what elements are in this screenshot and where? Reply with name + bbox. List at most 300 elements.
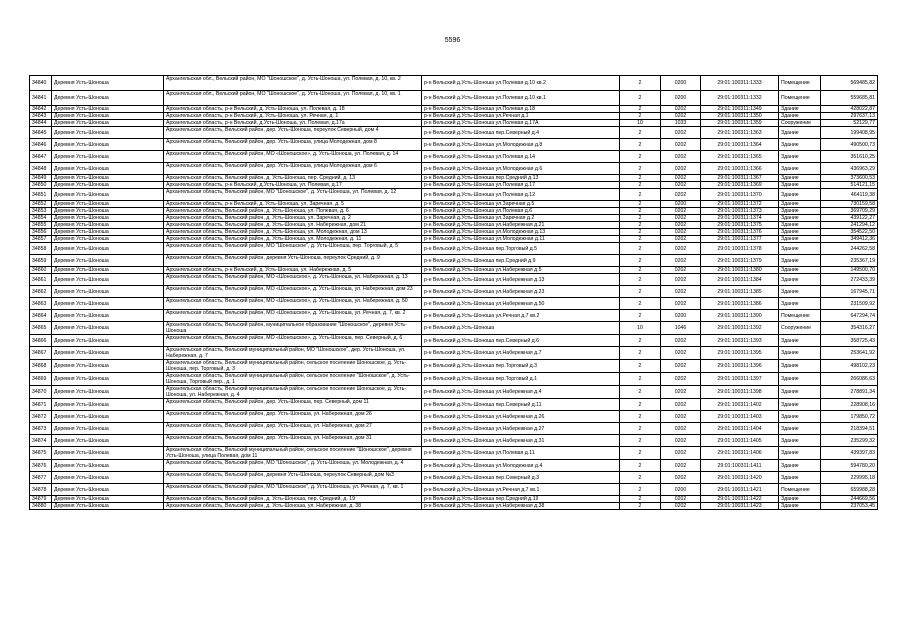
table-row: [30, 76, 878, 91]
table-row: [30, 423, 878, 435]
cadastral-number: 29:01:100311:1405: [701, 435, 779, 447]
settlement-name: Деревня Усть-Шоноша: [52, 113, 164, 120]
type-number: 2: [620, 411, 661, 423]
row-id: 34853: [30, 208, 52, 215]
cadastral-number: 29:01:100311:1374: [701, 215, 779, 222]
short-address: р-н Вельский д.Усть-Шоноша ул.Речная д.7 кв.1: [422, 484, 620, 496]
short-address: р-н Вельский д.Усть-Шоноша пер.Средний д.9: [422, 255, 620, 267]
row-id: 34854: [30, 215, 52, 222]
object-type: Здание: [779, 335, 821, 347]
short-address: р-н Вельский д.Усть-Шоноша пер.Торговый д.3: [422, 360, 620, 373]
settlement-name: Деревня Усть-Шоноша: [52, 411, 164, 423]
object-code: 0202: [661, 447, 701, 460]
cadastral-value: 354316,27: [821, 322, 878, 335]
table-row: [30, 503, 878, 510]
cadastral-value: 199408,95: [821, 127, 878, 139]
full-address: Архангельская область, Вельский район, МО «Шоношское», д. Усть-Шоноша, пер. Северный, д. 6: [164, 335, 422, 347]
short-address: р-н Вельский д.Усть-Шоноша ул.Полевая д.6: [422, 208, 620, 215]
object-type: Здание: [779, 208, 821, 215]
table-row: [30, 411, 878, 423]
table-row: [30, 208, 878, 215]
short-address: р-н Вельский д.Усть-Шоноша ул.Молодежная д.11: [422, 236, 620, 243]
object-type: Помещение: [779, 76, 821, 91]
row-id: 34869: [30, 373, 52, 386]
row-id: 34844: [30, 120, 52, 127]
cadastral-value: 358725,43: [821, 335, 878, 347]
table-row: [30, 435, 878, 447]
table-row: [30, 120, 878, 127]
short-address: р-н Вельский д.Усть-Шоноша ул.Набережная д.7: [422, 347, 620, 360]
cadastral-number: 29:01:100311:1332: [701, 91, 779, 106]
object-code: 0202: [661, 347, 701, 360]
table-row: [30, 91, 878, 106]
settlement-name: Деревня Усть-Шоноша: [52, 106, 164, 113]
settlement-name: Деревня Усть-Шоноша: [52, 423, 164, 435]
cadastral-number: 29:01:100311:1411: [701, 460, 779, 472]
short-address: р-н Вельский д.Усть-Шоноша ул.Молодежная д.8: [422, 139, 620, 151]
cadastral-value: 349412,36: [821, 236, 878, 243]
type-number: 2: [620, 229, 661, 236]
object-type: Здание: [779, 298, 821, 310]
object-code: 0202: [661, 373, 701, 386]
object-type: Здание: [779, 243, 821, 255]
cadastral-number: 29:01:100311:1364: [701, 139, 779, 151]
cadastral-number: 29:01:100311:1349: [701, 106, 779, 113]
row-id: 34847: [30, 151, 52, 163]
short-address: р-н Вельский д.Усть-Шоноша ул.Речная д.7 кв.2: [422, 310, 620, 322]
short-address: р-н Вельский д.Усть-Шоноша ул.Полевая д.12: [422, 189, 620, 201]
row-id: 34865: [30, 322, 52, 335]
object-type: Здание: [779, 360, 821, 373]
short-address: р-н Вельский д.Усть-Шоноша ул.Заречная д.2: [422, 215, 620, 222]
cadastral-number: 29:01:100311:1423: [701, 503, 779, 510]
cadastral-number: 29:01:100311:1396: [701, 360, 779, 373]
full-address: Архангельская область, Вельский район, МО "Шоношское", д. Усть-Шоноша, ул. Молодежная, д. 4: [164, 460, 422, 472]
type-number: 2: [620, 243, 661, 255]
settlement-name: Деревня Усть-Шоноша: [52, 373, 164, 386]
settlement-name: Деревня Усть-Шоноша: [52, 298, 164, 310]
type-number: 2: [620, 106, 661, 113]
settlement-name: Деревня Усть-Шоноша: [52, 189, 164, 201]
full-address: Архангельская область, р-н Вельский, д. Усть-Шоноша, ул. Заречная, д. 5: [164, 201, 422, 208]
row-id: 34861: [30, 274, 52, 286]
full-address: Архангельская область, р-н Вельский, д.Усть-Шоноша, ул. Полевая, д.17: [164, 182, 422, 189]
type-number: 2: [620, 423, 661, 435]
settlement-name: Деревня Усть-Шоноша: [52, 335, 164, 347]
cadastral-number: 29:01:100311:1379: [701, 255, 779, 267]
table-row: [30, 360, 878, 373]
object-code: 0200: [661, 310, 701, 322]
cadastral-number: 29:01:100311:1367: [701, 175, 779, 182]
cadastral-value: 498102,23: [821, 360, 878, 373]
full-address: Архангельская область, Вельский район, МО "Шоношское", д. Усть-Шоноша, ул. Речная, д. 7, кв. 1: [164, 484, 422, 496]
settlement-name: Деревня Усть-Шоноша: [52, 347, 164, 360]
short-address: р-н Вельский д.Усть-Шоноша ул.Набережная д.4: [422, 386, 620, 399]
table-row: [30, 113, 878, 120]
object-code: 0202: [661, 208, 701, 215]
cadastral-number: 29:01:100311:1333: [701, 76, 779, 91]
cadastral-number: 29:01:100311:1406: [701, 447, 779, 460]
object-code: 0202: [661, 189, 701, 201]
object-code: 0202: [661, 139, 701, 151]
full-address: Архангельская область, Вельский район, МО «Шоношское», д. Усть-Шоноша, ул. Полевая, д. 14: [164, 151, 422, 163]
cadastral-value: 218394,51: [821, 423, 878, 435]
full-address: Архангельская область, Вельский район, д. Усть-Шоноша, ул. Полевая, д. 6: [164, 208, 422, 215]
type-number: 2: [620, 460, 661, 472]
cadastral-number: 29:01:100311:1363: [701, 127, 779, 139]
cadastral-number: 29:01:100311:1369: [701, 182, 779, 189]
table-row: [30, 447, 878, 460]
cadastral-value: 436963,29: [821, 163, 878, 175]
type-number: 2: [620, 151, 661, 163]
settlement-name: Деревня Усть-Шоноша: [52, 460, 164, 472]
table-row: [30, 286, 878, 298]
object-type: Здание: [779, 255, 821, 267]
cadastral-number: 29:01:100311:1422: [701, 496, 779, 503]
type-number: 2: [620, 267, 661, 274]
cadastral-value: 244262,58: [821, 243, 878, 255]
object-type: Здание: [779, 386, 821, 399]
cadastral-number: 29:01:100311:1359: [701, 120, 779, 127]
cadastral-value: 354522,50: [821, 229, 878, 236]
table-row: [30, 189, 878, 201]
row-id: 34849: [30, 175, 52, 182]
object-type: Здание: [779, 274, 821, 286]
cadastral-value: 730159,58: [821, 201, 878, 208]
table-row: [30, 163, 878, 175]
object-code: 0202: [661, 243, 701, 255]
object-type: Здание: [779, 399, 821, 411]
full-address: Архангельская область, Вельский район, д. Усть-Шоноша, ул. Молодежная, д. 11: [164, 236, 422, 243]
type-number: 2: [620, 484, 661, 496]
cadastral-value: 659988,28: [821, 484, 878, 496]
cadastral-value: 464119,38: [821, 189, 878, 201]
short-address: р-н Вельский д.Усть-Шоноша пер.Средний д.13: [422, 175, 620, 182]
table-row: [30, 310, 878, 322]
full-address: Архангельская область, Вельский район, дер. Усть-Шоноша, ул. Набережная, дом 31: [164, 435, 422, 447]
full-address: Архангельская обл., Вельский район, МО "Шоношское", д. Усть-Шоноша, ул. Полевая, д. 10, кв. 2: [164, 76, 422, 91]
cadastral-number: 29:01:100311:1392: [701, 322, 779, 335]
full-address: Архангельская область, р-н Вельский, д. Усть-Шоноша, ул. Полевая, д. 18: [164, 106, 422, 113]
cadastral-number: 29:01:100311:1402: [701, 399, 779, 411]
settlement-name: Деревня Усть-Шоноша: [52, 222, 164, 229]
short-address: р-н Вельский д.Усть-Шоноша ул.Набережная д.50: [422, 298, 620, 310]
table-row: [30, 298, 878, 310]
object-type: Здание: [779, 175, 821, 182]
settlement-name: Деревня Усть-Шоноша: [52, 503, 164, 510]
type-number: 2: [620, 182, 661, 189]
object-code: 0202: [661, 151, 701, 163]
cadastral-value: 231509,92: [821, 298, 878, 310]
row-id: 34870: [30, 386, 52, 399]
table-row: [30, 151, 878, 163]
type-number: 2: [620, 347, 661, 360]
settlement-name: Деревня Усть-Шоноша: [52, 236, 164, 243]
row-id: 34851: [30, 189, 52, 201]
object-type: Сооружение: [779, 322, 821, 335]
object-type: Здание: [779, 286, 821, 298]
short-address: р-н Вельский д.Усть-Шоноша пер.Средний д.19: [422, 496, 620, 503]
row-id: 34860: [30, 267, 52, 274]
cadastral-number: 29:01:100311:1397: [701, 373, 779, 386]
row-id: 34858: [30, 243, 52, 255]
type-number: 2: [620, 472, 661, 484]
type-number: 2: [620, 386, 661, 399]
full-address: Архангельская область, Вельский район, муниципальное образование "Шоношское", деревня Усть-Шоноша: [164, 322, 422, 335]
row-id: 34862: [30, 286, 52, 298]
object-type: Здание: [779, 423, 821, 435]
cadastral-value: 490500,73: [821, 139, 878, 151]
cadastral-number: 29:01:100311:1398: [701, 386, 779, 399]
object-code: 0202: [661, 472, 701, 484]
short-address: р-н Вельский д.Усть-Шоноша пер.Северный д.3: [422, 472, 620, 484]
cadastral-value: 237053,45: [821, 503, 878, 510]
page-number: 5596: [444, 37, 461, 44]
cadastral-number: 29:01:100311:1377: [701, 236, 779, 243]
full-address: Архангельская обл., Вельский район, МО "Шоношское", д. Усть-Шоноша, ул. Полевая, д. 10, кв. 1: [164, 91, 422, 106]
cadastral-value: 351610,25: [821, 151, 878, 163]
object-type: Здание: [779, 201, 821, 208]
row-id: 34879: [30, 496, 52, 503]
type-number: 2: [620, 286, 661, 298]
full-address: Архангельская область, р-н Вельский, д. Усть-Шоноша, ул. Речная, д. 1: [164, 113, 422, 120]
cadastral-value: 167945,71: [821, 286, 878, 298]
cadastral-number: 29:01:100311:1370: [701, 189, 779, 201]
short-address: р-н Вельский д.Усть-Шоноша пер.Северный д.11: [422, 399, 620, 411]
cadastral-value: 514121,15: [821, 182, 878, 189]
object-type: Помещение: [779, 484, 821, 496]
short-address: р-н Вельский д.Усть-Шоноша ул.Полевая д.18: [422, 106, 620, 113]
type-number: 2: [620, 139, 661, 151]
type-number: 2: [620, 310, 661, 322]
settlement-name: Деревня Усть-Шоноша: [52, 229, 164, 236]
object-code: 0202: [661, 255, 701, 267]
object-type: Здание: [779, 472, 821, 484]
type-number: 2: [620, 127, 661, 139]
cadastral-value: 228908,16: [821, 399, 878, 411]
type-number: 2: [620, 222, 661, 229]
settlement-name: Деревня Усть-Шоноша: [52, 139, 164, 151]
row-id: 34874: [30, 435, 52, 447]
object-code: 0202: [661, 399, 701, 411]
short-address: р-н Вельский д.Усть-Шоноша ул.Набережная д.38: [422, 503, 620, 510]
object-code: 0202: [661, 215, 701, 222]
cadastral-value: 439122,27: [821, 215, 878, 222]
type-number: 2: [620, 163, 661, 175]
full-address: Архангельская область, р-н Вельский, д. Усть-Шоноша, ул. Набережная, д. 5: [164, 267, 422, 274]
object-code: 0202: [661, 298, 701, 310]
full-address: Архангельская область, Вельский район, дер. Усть-Шоноша, улица Молодежная, дом 6: [164, 163, 422, 175]
settlement-name: Деревня Усть-Шоноша: [52, 399, 164, 411]
object-type: Здание: [779, 496, 821, 503]
cadastral-number: 29:01:100311:1385: [701, 286, 779, 298]
table-row: [30, 399, 878, 411]
full-address: Архангельская область, Вельский район, д. Усть-Шоноша, ул. Набережная, дом 21: [164, 222, 422, 229]
object-type: Здание: [779, 139, 821, 151]
full-address: Архангельская область, Вельский район, МО «Шоношское», д. Усть-Шоноша, ул. Набережная, дом 23: [164, 286, 422, 298]
table-row: [30, 243, 878, 255]
type-number: 2: [620, 189, 661, 201]
full-address: Архангельская область, Вельский район, МО "Шоношское", д. Усть-Шоноша, пер. Торговый, д. 5: [164, 243, 422, 255]
full-address: Архангельская область, Вельский муниципальный район, сельское поселение "Шоношское", д. Усть-Шоноша, Торговый пер., д. 1: [164, 373, 422, 386]
short-address: р-н Вельский д.Усть-Шоноша ул.Молодежная д.4: [422, 460, 620, 472]
row-id: 34871: [30, 399, 52, 411]
object-code: 0202: [661, 127, 701, 139]
cadastral-value: 439397,83: [821, 447, 878, 460]
cadastral-number: 29:01:100311:1366: [701, 163, 779, 175]
register-table: [29, 75, 878, 510]
cadastral-value: 428022,87: [821, 106, 878, 113]
type-number: 2: [620, 113, 661, 120]
table-row: [30, 127, 878, 139]
full-address: Архангельская область, Вельский район, д. Усть-Шоноша, пер. Средний, д. 19: [164, 496, 422, 503]
short-address: р-н Вельский д.Усть-Шоноша ул.Набережная д.5: [422, 267, 620, 274]
row-id: 34863: [30, 298, 52, 310]
object-type: Сооружение: [779, 120, 821, 127]
cadastral-value: 266086,63: [821, 373, 878, 386]
table-row: [30, 386, 878, 399]
cadastral-value: 52129,77: [821, 120, 878, 127]
row-id: 34864: [30, 310, 52, 322]
table-row: [30, 472, 878, 484]
row-id: 34840: [30, 76, 52, 91]
cadastral-number: 29:01:100311:1378: [701, 243, 779, 255]
object-type: Здание: [779, 151, 821, 163]
settlement-name: Деревня Усть-Шоноша: [52, 267, 164, 274]
row-id: 34873: [30, 423, 52, 435]
settlement-name: Деревня Усть-Шоноша: [52, 496, 164, 503]
short-address: р-н Вельский д.Усть-Шоноша ул.Заречная д.5: [422, 201, 620, 208]
row-id: 34875: [30, 447, 52, 460]
cadastral-number: 29:01:100311:1403: [701, 411, 779, 423]
object-code: 0202: [661, 435, 701, 447]
table-row: [30, 347, 878, 360]
object-type: Здание: [779, 435, 821, 447]
table-row: [30, 373, 878, 386]
type-number: 2: [620, 274, 661, 286]
table-row: [30, 215, 878, 222]
settlement-name: Деревня Усть-Шоноша: [52, 243, 164, 255]
short-address: р-н Вельский д.Усть-Шоноша ул.Набережная д.27: [422, 423, 620, 435]
cadastral-number: 29:01:100311:1372: [701, 201, 779, 208]
table-row: [30, 255, 878, 267]
short-address: р-н Вельский д.Усть-Шоноша ул.Полевая д.11: [422, 447, 620, 460]
object-code: 0202: [661, 267, 701, 274]
type-number: 2: [620, 175, 661, 182]
row-id: 34856: [30, 229, 52, 236]
full-address: Архангельская область, Вельский муниципальный район, сельское поселение Шоношское, д. Усть-Шоноша, пер. Торговый, д. 3: [164, 360, 422, 373]
object-code: 0202: [661, 236, 701, 243]
row-id: 34857: [30, 236, 52, 243]
cadastral-value: 272433,39: [821, 274, 878, 286]
table-row: [30, 229, 878, 236]
settlement-name: Деревня Усть-Шоноша: [52, 201, 164, 208]
settlement-name: Деревня Усть-Шоноша: [52, 91, 164, 106]
settlement-name: Деревня Усть-Шоноша: [52, 447, 164, 460]
object-type: Здание: [779, 267, 821, 274]
object-code: 0202: [661, 175, 701, 182]
object-type: Здание: [779, 373, 821, 386]
cadastral-number: 29:01:100311:1386: [701, 298, 779, 310]
full-address: Архангельская область, Вельский район, д. Усть-Шоноша, ул. Заречная, д. 2: [164, 215, 422, 222]
row-id: 34868: [30, 360, 52, 373]
table-row: [30, 201, 878, 208]
table-row: [30, 139, 878, 151]
object-type: Здание: [779, 411, 821, 423]
cadastral-value: 244669,56: [821, 496, 878, 503]
object-code: 0202: [661, 386, 701, 399]
settlement-name: Деревня Усть-Шоноша: [52, 360, 164, 373]
short-address: р-н Вельский д.Усть-Шоноша ул.Молодежная д.13: [422, 229, 620, 236]
full-address: Архангельская область, Вельский район, МО «Шоношское», д. Усть-Шоноша, ул. Набережная, д. 13: [164, 274, 422, 286]
table-row: [30, 236, 878, 243]
settlement-name: Деревня Усть-Шоноша: [52, 255, 164, 267]
object-code: 0202: [661, 113, 701, 120]
object-type: Здание: [779, 163, 821, 175]
type-number: 2: [620, 335, 661, 347]
table-row: [30, 222, 878, 229]
cadastral-value: 559685,81: [821, 91, 878, 106]
cadastral-value: 229995,18: [821, 472, 878, 484]
cadastral-number: 29:01:100311:1384: [701, 274, 779, 286]
object-code: 0202: [661, 182, 701, 189]
cadastral-value: 594780,20: [821, 460, 878, 472]
type-number: 2: [620, 435, 661, 447]
short-address: р-н Вельский д.Усть-Шоноша ул.Полевая д.17: [422, 182, 620, 189]
cadastral-number: 29:01:100311:1380: [701, 267, 779, 274]
full-address: Архангельская область, Вельский район, д. Усть-Шоноша, пер. Средний, д. 13: [164, 175, 422, 182]
full-address: Архангельская область, Вельский район, д. Усть-Шоноша, ул. Набережная, д. 38: [164, 503, 422, 510]
type-number: 2: [620, 236, 661, 243]
full-address: Архангельская область, Вельский район, МО "Шоношское", д. Усть-Шоноша, ул. Полевая, д. 12: [164, 189, 422, 201]
object-code: 1033: [661, 120, 701, 127]
cadastral-number: 29:01:100311:1373: [701, 208, 779, 215]
object-code: 0200: [661, 76, 701, 91]
short-address: р-н Вельский д.Усть-Шоноша: [422, 322, 620, 335]
row-id: 34850: [30, 182, 52, 189]
full-address: Архангельская область, Вельский район, деревня Усть-Шоноша, переулок Средний, д. 9: [164, 255, 422, 267]
object-type: Здание: [779, 113, 821, 120]
full-address: Архангельская область, Вельский район, дер. Усть-Шоноша, улица Молодежная, дом 8: [164, 139, 422, 151]
type-number: 2: [620, 201, 661, 208]
row-id: 34843: [30, 113, 52, 120]
row-id: 34859: [30, 255, 52, 267]
type-number: 2: [620, 503, 661, 510]
short-address: р-н Вельский д.Усть-Шоноша ул.Полевая д.17А: [422, 120, 620, 127]
settlement-name: Деревня Усть-Шоноша: [52, 215, 164, 222]
row-id: 34867: [30, 347, 52, 360]
row-id: 34880: [30, 503, 52, 510]
type-number: 2: [620, 399, 661, 411]
row-id: 34842: [30, 106, 52, 113]
settlement-name: Деревня Усть-Шоноша: [52, 310, 164, 322]
row-id: 34855: [30, 222, 52, 229]
type-number: 2: [620, 496, 661, 503]
object-code: 0202: [661, 503, 701, 510]
full-address: Архангельская область, Вельский район, дер. Усть-Шоноша, переулок Северный, дом 4: [164, 127, 422, 139]
cadastral-value: 253641,92: [821, 347, 878, 360]
row-id: 34846: [30, 139, 52, 151]
row-id: 34872: [30, 411, 52, 423]
full-address: Архангельская область, Вельский район, д. Усть-Шоноша, ул. Молодежная, дом 13: [164, 229, 422, 236]
object-code: 0202: [661, 274, 701, 286]
row-id: 34845: [30, 127, 52, 139]
short-address: р-н Вельский д.Усть-Шоноша ул.Полевая д.10 кв.2: [422, 76, 620, 91]
settlement-name: Деревня Усть-Шоноша: [52, 208, 164, 215]
full-address: Архангельская область, Вельский муниципальный район, МО "Шоношское", дер. Усть-Шоноша, ул. Набережная, д. 7: [164, 347, 422, 360]
object-type: Здание: [779, 127, 821, 139]
short-address: р-н Вельский д.Усть-Шоноша ул.Набережная д.23: [422, 286, 620, 298]
